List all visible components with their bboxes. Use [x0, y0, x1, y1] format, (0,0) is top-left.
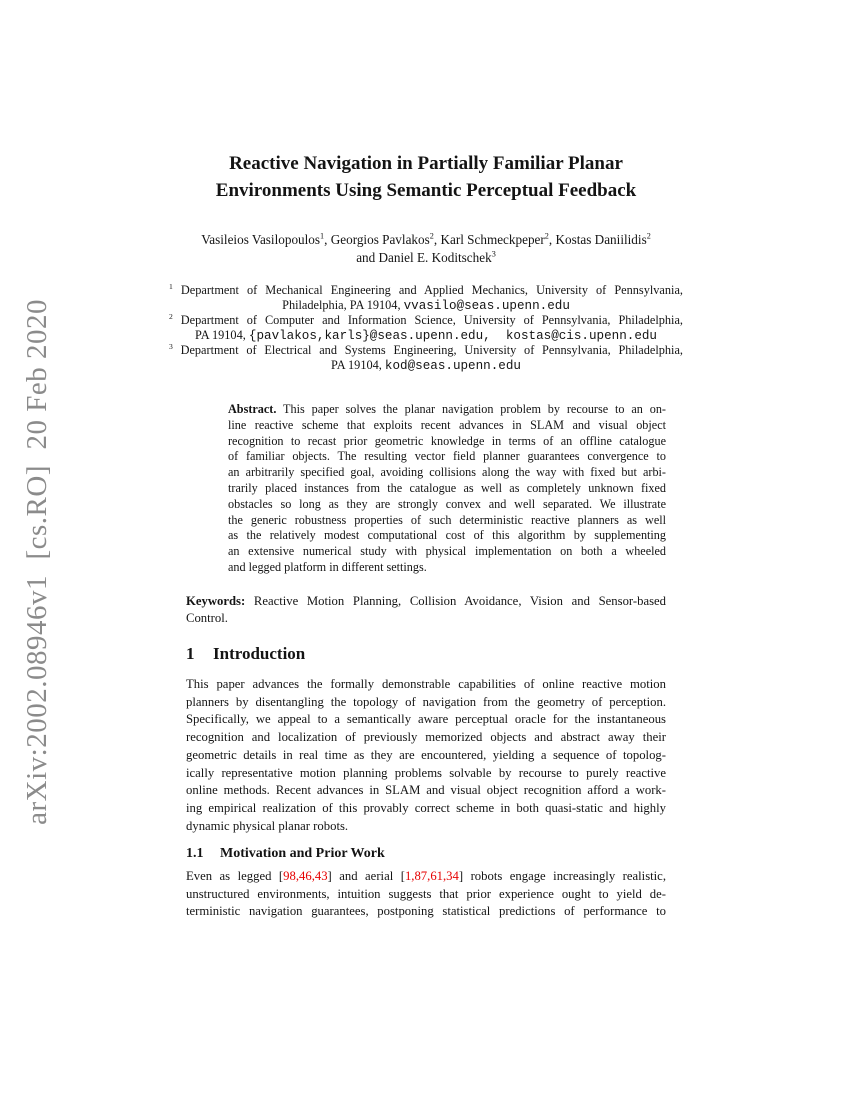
- text-line: line reactive scheme that exploits recent advances in SLAM and visual object: [228, 417, 666, 432]
- text-line: PA 19104, kod@seas.upenn.edu: [331, 357, 521, 373]
- text-line: terministic navigation guarantees, postponing statistical predictions of performance to: [186, 904, 666, 919]
- text-line: of familiar objects. The resulting vector field planner guarantees convergence to: [228, 449, 666, 464]
- text-line: $^3$ Department of Electrical and Systems Engineering, University of Pennsylvania, Philadelphia,: [169, 342, 683, 358]
- keywords: [186, 593, 666, 627]
- citation-link[interactable]: 98,46,43: [283, 869, 328, 883]
- email-text: kod@seas.upenn.edu: [384, 358, 521, 373]
- text-line: Philadelphia, PA 19104, vvasilo@seas.upenn.edu: [282, 297, 570, 313]
- citation-link[interactable]: 1,87,61,34: [404, 869, 459, 883]
- text-line: dynamic physical planar robots.: [186, 818, 349, 833]
- text-line: ically representative motion planning problems solvable by recourse to purely reactive: [186, 765, 666, 780]
- text-line: Abstract. This paper solves the planar navigation problem by recourse to an on-: [228, 402, 666, 416]
- text-line: the generic robustness properties of such deterministic reactive planners as well: [228, 512, 666, 527]
- text-line: an extensive numerical study with physical implementation on both a wheeled: [228, 544, 666, 559]
- text-line: Vasileios Vasilopoulos$^1$, Georgios Pavlakos$^2$, Karl Schmeckpeper$^2$, Kostas Daniilidis$^2$: [201, 231, 651, 247]
- text-line: Environments Using Semantic Perceptual Feedback: [215, 180, 637, 201]
- text-line: trarily placed instances from the catalogue as well as completely unknown fixed: [228, 480, 666, 495]
- text-line: This paper advances the formally demonstrable capabilities of online reactive motion: [186, 677, 666, 691]
- text-line: as the relatively modest computational cost of this algorithm by supplementing: [228, 528, 666, 543]
- text-line: Control.: [186, 611, 228, 625]
- text-line: recognition to recast prior geometric knowledge in terms of an offline catalogue: [228, 433, 666, 448]
- subsection-number: 1.1: [186, 846, 204, 861]
- subsection-heading-motivation: [186, 846, 666, 862]
- text-line: recognition and localization of previously memorized objects and abstract away their: [186, 730, 666, 745]
- text-line: $^1$ Department of Mechanical Engineering and Applied Mechanics, University of Pennsylvania,: [169, 281, 683, 297]
- author-list: [186, 231, 666, 266]
- text-line: and legged platform in different settings.: [228, 559, 427, 574]
- text-line: Reactive Navigation in Partially Familiar Planar: [229, 153, 623, 174]
- text-line: planners by disentangling the topology of navigation from the geometry of perception.: [186, 694, 666, 709]
- text-line: online methods. Recent advances in SLAM and visual object recognition afford a work-: [186, 783, 666, 798]
- abstract: [228, 402, 666, 576]
- arxiv-watermark: [18, 283, 56, 840]
- text-line: and Daniel E. Koditschek$^3$: [356, 249, 496, 265]
- text-line: $^2$ Department of Computer and Information Science, University of Pennsylvania, Philadelphia,: [169, 312, 683, 328]
- section-number: 1: [186, 644, 195, 663]
- text-line: Specifically, we appeal to a semantically aware perceptual oracle for the instantaneous: [186, 712, 666, 727]
- text-line: Keywords: Reactive Motion Planning, Collision Avoidance, Vision and Sensor-based: [186, 594, 666, 608]
- paper-title: [186, 150, 666, 204]
- email-text: vvasilo@seas.upenn.edu: [403, 298, 570, 313]
- motivation-paragraph: [186, 868, 666, 921]
- section-title: Introduction: [213, 644, 306, 663]
- text-line: Even as legged [98,46,43] and aerial [1,87,61,34] robots engage increasingly realistic,: [186, 869, 666, 883]
- introduction-paragraph: [186, 676, 666, 835]
- email-text: {pavlakos,karls}@seas.upenn.edu, kostas@cis.upenn.edu: [248, 328, 657, 343]
- text-line: unstructured environments, intuition suggests that prior experience ought to yield de-: [186, 886, 666, 901]
- text-line: geometric details in real time as they are encountered, yielding a sequence of topolog-: [186, 747, 666, 762]
- text-line: PA 19104, {pavlakos,karls}@seas.upenn.edu, kostas@cis.upenn.edu: [195, 327, 657, 343]
- affiliation-block: [169, 283, 683, 374]
- section-heading-introduction: [186, 644, 666, 664]
- text-line: an arbitrarily specified goal, avoiding collisions along the way with fixed but arbi-: [228, 465, 666, 480]
- arxiv-watermark-text: arXiv:2002.08946v1 [cs.RO] 20 Feb 2020: [20, 298, 53, 825]
- text-line: ing empirical realization of this provably correct scheme in both quasi-static and highly: [186, 800, 666, 815]
- subsection-title: Motivation and Prior Work: [220, 846, 385, 861]
- text-line: obstacles so long as they are strongly convex and well separated. We illustrate: [228, 496, 666, 511]
